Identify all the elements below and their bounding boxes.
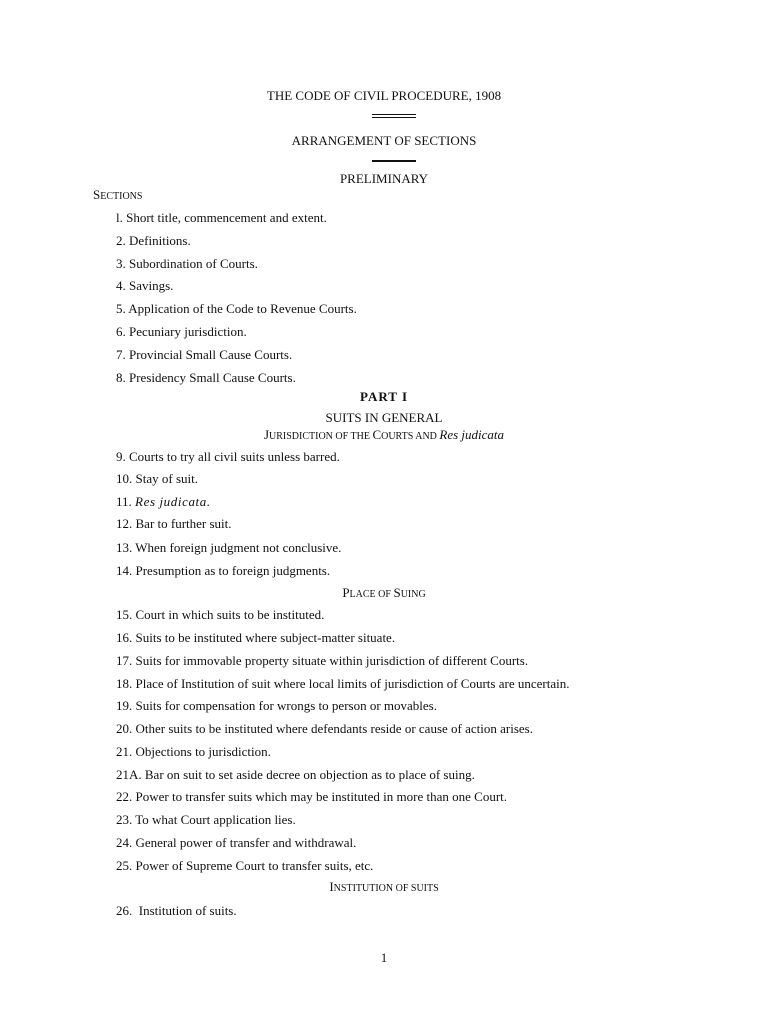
list-item: 21. Objections to jurisdiction. — [116, 744, 271, 759]
place-of-suing-heading: PLACE OF SUING — [342, 585, 426, 600]
list-item: 13. When foreign judgment not conclusive. — [116, 540, 342, 555]
list-item: 25. Power of Supreme Court to transfer suits, etc. — [116, 858, 374, 873]
list-item: 7. Provincial Small Cause Courts. — [116, 347, 293, 362]
list-item: 18. Place of Institution of suit where local limits of jurisdiction of Courts are uncertain. — [116, 676, 570, 691]
list-item: 16. Suits to be instituted where subject-matter situate. — [116, 630, 396, 645]
list-item: 12. Bar to further suit. — [116, 516, 232, 531]
jurisdiction-heading: JURISDICTION OF THE COURTS AND Res judicata — [263, 427, 505, 442]
list-item: 11. Res judicata. — [116, 494, 211, 509]
list-item: 22. Power to transfer suits which may be instituted in more than one Court. — [116, 789, 508, 804]
list-item: 19. Suits for compensation for wrongs to person or movables. — [116, 698, 437, 713]
list-item: 2. Definitions. — [116, 233, 191, 248]
list-item: 9. Courts to try all civil suits unless barred. — [116, 449, 340, 464]
title-double-rule-bottom — [372, 117, 416, 118]
document-title: THE CODE OF CIVIL PROCEDURE, 1908 — [266, 88, 502, 103]
list-item: 20. Other suits to be instituted where defendants reside or cause of action arises. — [116, 721, 533, 736]
list-item: 24. General power of transfer and withdrawal. — [116, 835, 357, 850]
list-item: 14. Presumption as to foreign judgments. — [116, 563, 331, 578]
subtitle-rule — [372, 160, 416, 162]
list-item: 21A. Bar on suit to set aside decree on objection as to place of suing. — [116, 767, 475, 782]
list-item: 26. Institution of suits. — [116, 903, 237, 918]
list-item: 15. Court in which suits to be instituted. — [116, 607, 325, 622]
part-title: SUITS IN GENERAL — [325, 410, 443, 425]
list-item: 4. Savings. — [116, 278, 174, 293]
title-double-rule-top — [372, 114, 416, 115]
list-item: 17. Suits for immovable property situate within jurisdiction of different Courts. — [116, 653, 529, 668]
sections-label: SECTIONS — [93, 187, 143, 202]
list-item: 8. Presidency Small Cause Courts. — [116, 370, 296, 385]
part-label: PART I — [359, 389, 409, 404]
list-item: 23. To what Court application lies. — [116, 812, 296, 827]
document-subtitle: ARRANGEMENT OF SECTIONS — [291, 133, 477, 148]
list-item: 3. Subordination of Courts. — [116, 256, 258, 271]
institution-of-suits-heading: INSTITUTION OF SUITS — [329, 879, 439, 894]
list-item: 5. Application of the Code to Revenue Courts. — [116, 301, 357, 316]
list-item: 10. Stay of suit. — [116, 471, 198, 486]
preliminary-heading: PRELIMINARY — [339, 171, 429, 186]
list-item: l. Short title, commencement and extent. — [116, 210, 327, 225]
list-item: 6. Pecuniary jurisdiction. — [116, 324, 247, 339]
page-number: 1 — [380, 950, 388, 965]
